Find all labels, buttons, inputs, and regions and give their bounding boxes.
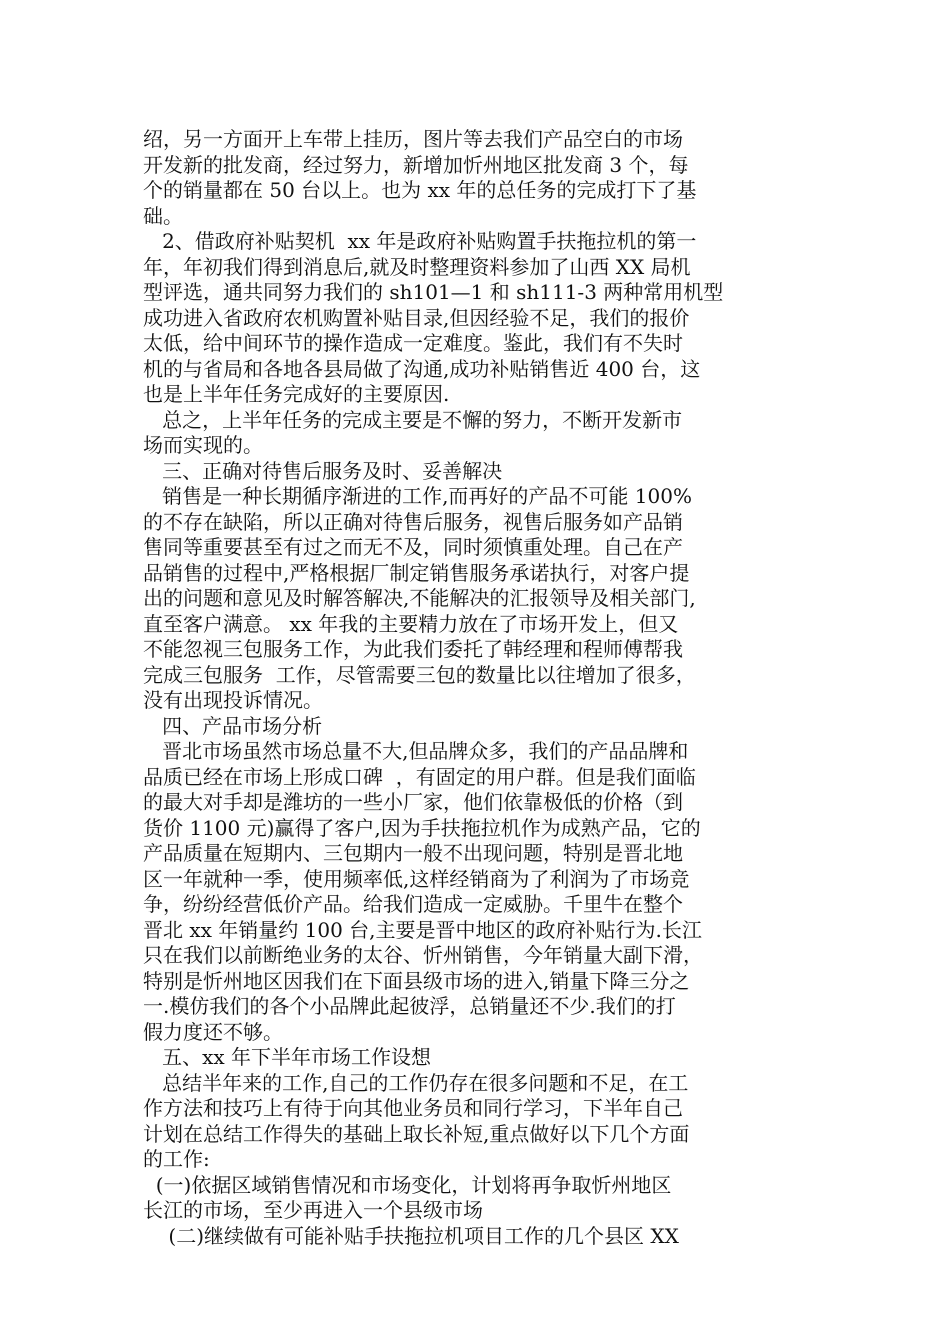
- text-line: 五、xx 年下半年市场工作设想: [143, 1045, 431, 1069]
- text-line: 完成三包服务 工作，尽管需要三包的数量比以往增加了很多，: [143, 662, 696, 687]
- text-line: 出的问题和意见及时解答解决,不能解决的汇报领导及相关部门,: [143, 586, 696, 610]
- text-line: 长江的市场，至少再进入一个县级市场: [143, 1198, 483, 1222]
- text-line: 场而实现的。: [143, 433, 263, 457]
- text-line: 产品质量在短期内、三包期内一般不出现问题，特别是晋北地: [143, 841, 683, 865]
- document-body: [143, 127, 815, 1249]
- text-line: 区一年就种一季，使用频率低,这样经销商为了利润为了市场竞: [143, 866, 690, 891]
- text-line: 晋北市场虽然市场总量不大,但品牌众多，我们的产品品牌和: [143, 739, 689, 763]
- text-line: (二)继续做有可能补贴手扶拖拉机项目工作的几个县区 XX: [143, 1223, 679, 1248]
- text-line: 绍，另一方面开上车带上挂历，图片等去我们产品空白的市场: [143, 127, 683, 151]
- text-line: 一.模仿我们的各个小品牌此起彼浮，总销量还不少.我们的打: [143, 994, 676, 1018]
- text-line: 只在我们以前断绝业务的太谷、忻州销售，今年销量大副下滑，: [143, 943, 703, 967]
- text-line: 年，年初我们得到消息后,就及时整理资料参加了山西 XX 局机: [143, 254, 691, 279]
- text-line: 的最大对手却是潍坊的一些小厂家，他们依靠极低的价格（到: [143, 790, 683, 814]
- text-line: 没有出现投诉情况。: [143, 688, 323, 712]
- text-line: 销售是一种长期循序渐进的工作,而再好的产品不可能 100%: [143, 484, 692, 508]
- text-line: 作方法和技巧上有待于向其他业务员和同行学习，下半年自己: [143, 1096, 683, 1120]
- text-line: 成功进入省政府农机购置补贴目录,但因经验不足，我们的报价: [143, 305, 690, 330]
- text-line: 总结半年来的工作,自己的工作仍存在很多问题和不足，在工: [143, 1070, 689, 1095]
- text-line: 机的与省局和各地各县局做了沟通,成功补贴销售近 400 台，这: [143, 356, 701, 381]
- text-line: 售同等重要甚至有过之而无不及，同时须慎重处理。自己在产: [143, 535, 683, 559]
- text-line: 总之，上半年任务的完成主要是不懈的努力，不断开发新市: [143, 407, 683, 432]
- text-line: 础。: [143, 203, 183, 228]
- text-line: 三、正确对待售后服务及时、妥善解决: [143, 458, 503, 483]
- text-line: 争，纷纷经营低价产品。给我们造成一定威胁。千里牛在整个: [143, 892, 683, 916]
- text-line: 也是上半年任务完成好的主要原因.: [143, 382, 450, 406]
- text-line: 品质已经在市场上形成口碑 ，有固定的用户群。但是我们面临: [143, 764, 696, 789]
- text-line: 特别是忻州地区因我们在下面县级市场的进入,销量下降三分之: [143, 968, 690, 993]
- text-line: 四、产品市场分析: [143, 713, 323, 738]
- text-line: 的工作:: [143, 1147, 210, 1171]
- text-line: 个的销量都在 50 台以上。也为 xx 年的总任务的完成打下了基: [143, 178, 697, 202]
- text-line: 太低，给中间环节的操作造成一定难度。鉴此，我们有不失时: [143, 331, 683, 355]
- text-line: 的不存在缺陷，所以正确对待售后服务，视售后服务如产品销: [143, 509, 683, 534]
- text-line: 货价 1100 元)赢得了客户,因为手扶拖拉机作为成熟产品，它的: [143, 815, 701, 840]
- text-line: 不能忽视三包服务工作，为此我们委托了韩经理和程师傅帮我: [143, 637, 683, 661]
- text-line: 计划在总结工作得失的基础上取长补短,重点做好以下几个方面: [143, 1121, 690, 1146]
- text-line: 品销售的过程中,严格根据厂制定销售服务承诺执行，对客户提: [143, 560, 690, 585]
- text-line: 晋北 xx 年销量约 100 台,主要是晋中地区的政府补贴行为.长江: [143, 917, 702, 942]
- text-line: 型评选，通共同努力我们的 sh101—1 和 sh111-3 两种常用机型: [143, 280, 724, 304]
- text-line: 直至客户满意。 xx 年我的主要精力放在了市场开发上，但又: [143, 611, 679, 636]
- text-line: (一)依据区域销售情况和市场变化，计划将再争取忻州地区: [143, 1172, 672, 1197]
- text-line: 2、借政府补贴契机 xx 年是政府补贴购置手扶拖拉机的第一: [143, 229, 697, 253]
- text-line: 假力度还不够。: [143, 1019, 283, 1044]
- text-line: 开发新的批发商，经过努力，新增加忻州地区批发商 3 个，每: [143, 152, 689, 177]
